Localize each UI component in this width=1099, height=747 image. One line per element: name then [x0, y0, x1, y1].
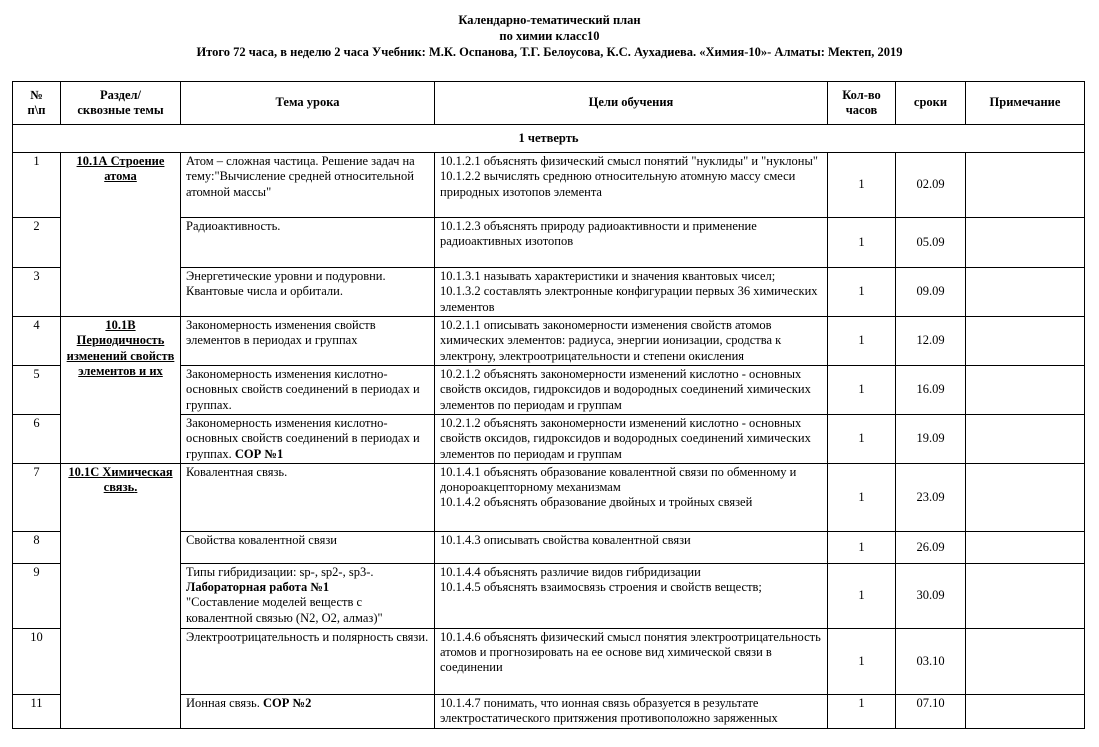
- topic-cell: Ионная связь. СОР №2: [181, 694, 435, 728]
- quarter-label: 1 четверть: [13, 125, 1085, 153]
- section-cell: 10.1С Химическая связь.: [61, 463, 181, 728]
- document-header: [0, 12, 1099, 60]
- goals-cell: 10.1.4.3 описывать свойства ковалентной связи: [435, 531, 828, 563]
- topic-cell: Закономерность изменения кислотно-основных свойств соединений в периодах и группах. СОР №1: [181, 415, 435, 464]
- plan-table: [12, 81, 1085, 729]
- row-number: 6: [13, 415, 61, 464]
- hours-cell: 1: [828, 463, 896, 531]
- table-row: [13, 317, 1085, 366]
- goals-cell: 10.2.1.2 объяснять закономерности изменений кислотно - основных свойств оксидов, гидроксидов и водородных соединений химических элементов по периодам и группам: [435, 366, 828, 415]
- hours-cell: 1: [828, 366, 896, 415]
- row-number: 5: [13, 366, 61, 415]
- row-number: 7: [13, 463, 61, 531]
- note-cell: [966, 694, 1085, 728]
- topic-cell: Ковалентная связь.: [181, 463, 435, 531]
- note-cell: [966, 268, 1085, 317]
- row-number: 10: [13, 628, 61, 694]
- topic-cell: Закономерность изменения кислотно-основных свойств соединений в периодах и группах.: [181, 366, 435, 415]
- col-goals-header: Цели обучения: [435, 82, 828, 125]
- quarter-row: [13, 125, 1085, 153]
- row-number: 8: [13, 531, 61, 563]
- goals-cell: 10.2.1.1 описывать закономерности изменения свойств атомов химических элементов: радиуса, энергии ионизации, сродства к электрону, электроотрицательности и степени окисления: [435, 317, 828, 366]
- row-number: 2: [13, 218, 61, 268]
- date-cell: 12.09: [896, 317, 966, 366]
- hours-cell: 1: [828, 153, 896, 218]
- hours-cell: 1: [828, 268, 896, 317]
- col-dates-header: сроки: [896, 82, 966, 125]
- note-cell: [966, 531, 1085, 563]
- note-cell: [966, 563, 1085, 628]
- hours-cell: 1: [828, 628, 896, 694]
- date-cell: 30.09: [896, 563, 966, 628]
- note-cell: [966, 366, 1085, 415]
- lab-work-label: Лабораторная работа №1: [186, 580, 330, 595]
- col-note-header: Примечание: [966, 82, 1085, 125]
- goals-cell: 10.1.2.3 объяснять природу радиоактивности и применение радиоактивных изотопов: [435, 218, 828, 268]
- hours-cell: 1: [828, 218, 896, 268]
- table-header-row: [13, 82, 1085, 125]
- topic-cell: Радиоактивность.: [181, 218, 435, 268]
- hours-cell: 1: [828, 563, 896, 628]
- row-number: 9: [13, 563, 61, 628]
- col-topic-header: Тема урока: [181, 82, 435, 125]
- date-cell: 19.09: [896, 415, 966, 464]
- date-cell: 23.09: [896, 463, 966, 531]
- date-cell: 03.10: [896, 628, 966, 694]
- goals-cell: 10.1.2.1 объяснять физический смысл понятий "нуклиды" и "нуклоны" 10.1.2.2 вычислять среднюю относительную атомную массу смеси природных изотопов элемента: [435, 153, 828, 218]
- note-cell: [966, 415, 1085, 464]
- note-cell: [966, 317, 1085, 366]
- date-cell: 07.10: [896, 694, 966, 728]
- col-number-header: № п\п: [13, 82, 61, 125]
- table-row: [13, 463, 1085, 531]
- date-cell: 05.09: [896, 218, 966, 268]
- note-cell: [966, 153, 1085, 218]
- table-row: [13, 153, 1085, 218]
- section-cell: 10.1В Периодичность изменений свойств элементов и их: [61, 317, 181, 464]
- row-number: 11: [13, 694, 61, 728]
- header-title: Календарно-тематический план: [458, 13, 641, 27]
- goals-cell: 10.1.4.1 объяснять образование ковалентной связи по обменному и донороакцепторному механизмам 10.1.4.2 объяснять образование двойных и тройных связей: [435, 463, 828, 531]
- row-number: 3: [13, 268, 61, 317]
- date-cell: 09.09: [896, 268, 966, 317]
- note-cell: [966, 628, 1085, 694]
- goals-cell: 10.1.4.4 объяснять различие видов гибридизации 10.1.4.5 объяснять взаимосвязь строения и свойств веществ;: [435, 563, 828, 628]
- assessment-label: СОР №2: [263, 695, 312, 710]
- section-cell: 10.1А Строение атома: [61, 153, 181, 317]
- goals-cell: 10.1.4.7 понимать, что ионная связь образуется в результате электростатического притяжения противоположно заряженных: [435, 694, 828, 728]
- col-section-header: Раздел/ сквозные темы: [61, 82, 181, 125]
- assessment-label: СОР №1: [234, 446, 284, 461]
- header-subject: по химии класс10: [499, 29, 600, 43]
- hours-cell: 1: [828, 415, 896, 464]
- hours-cell: 1: [828, 531, 896, 563]
- date-cell: 02.09: [896, 153, 966, 218]
- goals-cell: 10.1.3.1 называть характеристики и значения квантовых чисел; 10.1.3.2 составлять электронные конфигурации первых 36 химических элементов: [435, 268, 828, 317]
- date-cell: 26.09: [896, 531, 966, 563]
- row-number: 1: [13, 153, 61, 218]
- goals-cell: 10.1.4.6 объяснять физический смысл понятия электроотрицательность атомов и прогнозировать на ее основе вид химической связи в соединении: [435, 628, 828, 694]
- note-cell: [966, 463, 1085, 531]
- note-cell: [966, 218, 1085, 268]
- header-textbook: Итого 72 часа, в неделю 2 часа Учебник: М.К. Оспанова, Т.Г. Белоусова, К.С. Аухадиева. «Химия-10»- Алматы: Мектеп, 2019: [196, 45, 903, 59]
- topic-cell: Свойства ковалентной связи: [181, 531, 435, 563]
- topic-cell: Электроотрицательность и полярность связи.: [181, 628, 435, 694]
- row-number: 4: [13, 317, 61, 366]
- date-cell: 16.09: [896, 366, 966, 415]
- topic-cell: Энергетические уровни и подуровни. Квантовые числа и орбитали.: [181, 268, 435, 317]
- topic-cell: Типы гибридизации: sp-, sp2-, sp3-. Лабораторная работа №1 "Составление моделей веществ с ковалентной связью (N2, O2, алмаз)": [181, 563, 435, 628]
- hours-cell: 1: [828, 694, 896, 728]
- goals-cell: 10.2.1.2 объяснять закономерности изменений кислотно - основных свойств оксидов, гидроксидов и водородных соединений химических элементов по периодам и группам: [435, 415, 828, 464]
- topic-cell: Атом – сложная частица. Решение задач на тему:"Вычисление средней относительной атомной массы": [181, 153, 435, 218]
- col-hours-header: Кол-во часов: [828, 82, 896, 125]
- hours-cell: 1: [828, 317, 896, 366]
- topic-cell: Закономерность изменения свойств элементов в периодах и группах: [181, 317, 435, 366]
